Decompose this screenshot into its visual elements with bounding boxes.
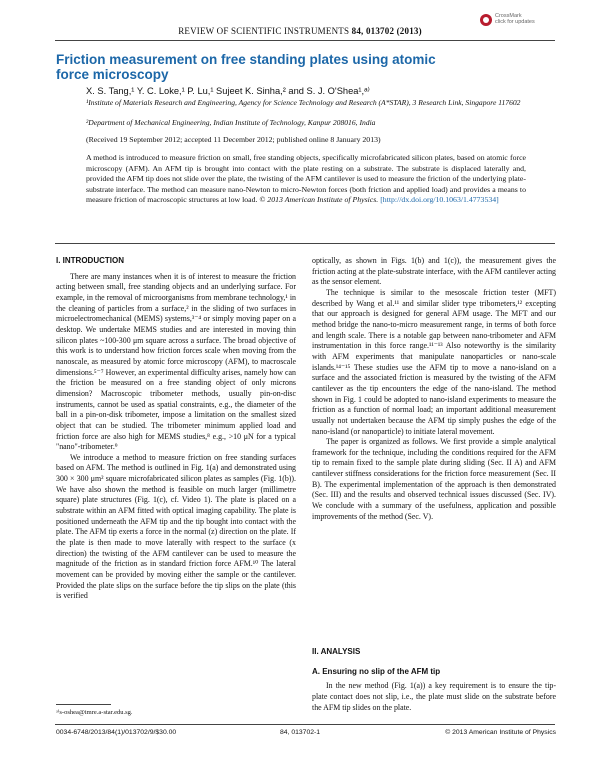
analysis-section xyxy=(312,647,556,713)
doi-link[interactable]: [http://dx.doi.org/10.1063/1.4773534] xyxy=(380,195,499,205)
footer-rule xyxy=(55,724,555,725)
abstract-copyright: © 2013 American Institute of Physics. xyxy=(259,195,379,205)
intro-paragraph-4: The technique is similar to the mesoscale friction tester (MFT) described by Wang et al.¹¹ and similar slider type tribometers,¹² excepting that our approach is designed for general AFM usage. The MFT and our method bridge the nano-to-micro measurement range, in terms of both force and length scale. There is a notable gap between nano-tribometer and AFM instrumentation in this force range.¹¹⁻¹³ Also noteworthy is the similarity with AFM experiments that manipulate nanoparticles or nano-scale islands.¹⁴⁻¹⁵ These studies use the AFM tip to move a nano-island on a surface and the associated friction is measured by the twisting of the AFM cantilever as the tip encounters the edge of the nano-island. The method shown in Fig. 1 could be adopted to nano-island experiments to measure the friction as a function of normal load; an important additional measurement usually not undertaken because the AFM tip simply pushes the edge of the nano-island (or nanoparticle) to initiate lateral movement. xyxy=(312,287,556,436)
analysis-paragraph-1: In the new method (Fig. 1(a)) a key requirement is to ensure the tip-plate contact does not slip, i.e., the plate must slide on the substrate before the AFM tip slides on the plate. xyxy=(312,681,556,712)
crossmark-icon xyxy=(480,14,492,26)
citation: 84, 013702 (2013) xyxy=(351,26,422,36)
left-column xyxy=(56,256,296,602)
affiliation-1: ¹Institute of Materials Research and Engineering, Agency for Science Technology and Research (A*STAR), 3 Research Link, Singapore 117602 xyxy=(86,98,521,107)
intro-paragraph-1: There are many instances when it is of interest to measure the friction acting between small, free standing objects and an underlying surface. For example, in the removal of microorganisms from membrane technology,¹ in the cleaning of particles from a surface,² in the sliding of two surfaces in microelectromechanical (MEMS) systems,³⁻⁴ or simply moving paper on a desktop. We undertake MEMS studies and are interested in moving thin silicon plates ~100-300 μm square across a surface. The broad objective of this work is to understand how friction forces scale when moving from the nanoscale, as measured by atomic force microscopy (AFM), to macroscale dimensions.⁵⁻⁷ However, an experimental difficulty arises, namely how can the friction be measured on a free standing object of only microns dimension? Macroscopic tribometer methods, usually pin-on-disc instruments, cannot be used as spatial constraints, e.g., the diameter of the ball in a pin-on-disk tribometer, impose a limitation on the smallest sized object that can be studied. The tribometer minimum applied load and friction force are also high for MEMS studies,⁸ e.g., >10 μN for a typical "nano"-tribometer.⁹ xyxy=(56,271,296,452)
footer-center: 84, 013702-1 xyxy=(280,729,321,736)
subsection-a-heading: A. Ensuring no slip of the AFM tip xyxy=(312,666,441,676)
footer-left: 0034-6748/2013/84(1)/013702/9/$30.00 xyxy=(56,729,177,736)
header-rule xyxy=(55,40,555,41)
author-list: X. S. Tang,¹ Y. C. Loke,¹ P. Lu,¹ Sujeet K. Sinha,² and S. J. O'Shea¹,ᵃ⁾ xyxy=(86,86,370,96)
journal-name: REVIEW OF SCIENTIFIC INSTRUMENTS xyxy=(178,26,350,36)
footer-right: © 2013 American Institute of Physics xyxy=(445,729,556,736)
intro-heading: I. INTRODUCTION xyxy=(56,256,124,265)
crossmark-badge[interactable] xyxy=(480,12,540,36)
footnote-rule xyxy=(56,704,111,705)
intro-paragraph-5: The paper is organized as follows. We first provide a simple analytical framework for the technique, including the conditions required for the AFM tip to remain fixed to the sample plate during sliding (Sec. II A) and AFM cantilever stiffness considerations for the friction force measurement (Sec. II B). The experimental implementation of the approach is then demonstrated (Sec. III) and the results and observed technical issues discussed (Sec. IV). We conclude with a summary of the usefulness, application and possible improvements of the method (Sec. V). xyxy=(312,437,556,521)
received-dates: (Received 19 September 2012; accepted 11 December 2012; published online 8 January 2013) xyxy=(86,135,381,144)
right-column xyxy=(312,256,556,522)
paper-title: Friction measurement on free standing plates using atomic force microscopy xyxy=(56,52,436,82)
abstract-text: A method is introduced to measure friction on small, free standing objects, specifically microfabricated silicon plates, based on atomic force microscopy (AFM). An AFM tip is brought into contact with the plate resting on a substrate. The substrate is displaced laterally and, provided the AFM tip does not slide over the plate, the twisting of the AFM cantilever is used to measure the friction of the underlying plate-substrate interface. The method can measure nano-Newton to micro-Newton forces (both friction and applied load) and provides a means to measure friction of macroscopic structures at low load. xyxy=(86,153,526,205)
abstract-rule xyxy=(55,243,555,244)
intro-paragraph-3: optically, as shown in Figs. 1(b) and 1(c)), the measurement gives the friction acting at the plate-substrate interface, with the AFM cantilever acting as the sensor element. xyxy=(312,256,556,287)
abstract xyxy=(86,153,526,206)
analysis-heading: II. ANALYSIS xyxy=(312,647,361,656)
footnote: ᵃ⁾s-oshea@imre.a-star.edu.sg. xyxy=(56,709,133,716)
affiliation-2: ²Department of Mechanical Engineering, Indian Institute of Technology, Kanpur 208016, India xyxy=(86,118,376,127)
intro-paragraph-2: We introduce a method to measure friction on free standing surfaces based on AFM. The method is outlined in Fig. 1(a) and demonstrated using 300 × 300 μm² square microfabricated silicon plates as samples (Fig. 1(b)). We have also shown the method is feasible on much larger (millimetre square) plate structures (Fig. 1(c), cf. Video 1). The plate is placed on a substrate within an AFM fitted with optical imaging capability. The plate is positioned underneath the AFM tip and the tip bought into contact with the plate. The AFM tip exerts a force in the normal (z) direction on the plate. If the plate is then made to move laterally with respect to the surface (x direction) the twisting of the AFM cantilever can be used to measure the magnitude of the friction as in standard friction force AFM.¹⁰ The lateral movement can be provided by moving either the sample or the cantilever. Provided the plate slips on the surface before the tip slips on the plate (this is verified xyxy=(56,452,296,601)
crossmark-sub: click for updates xyxy=(495,19,535,25)
crossmark-label: CrossMark xyxy=(495,13,522,19)
